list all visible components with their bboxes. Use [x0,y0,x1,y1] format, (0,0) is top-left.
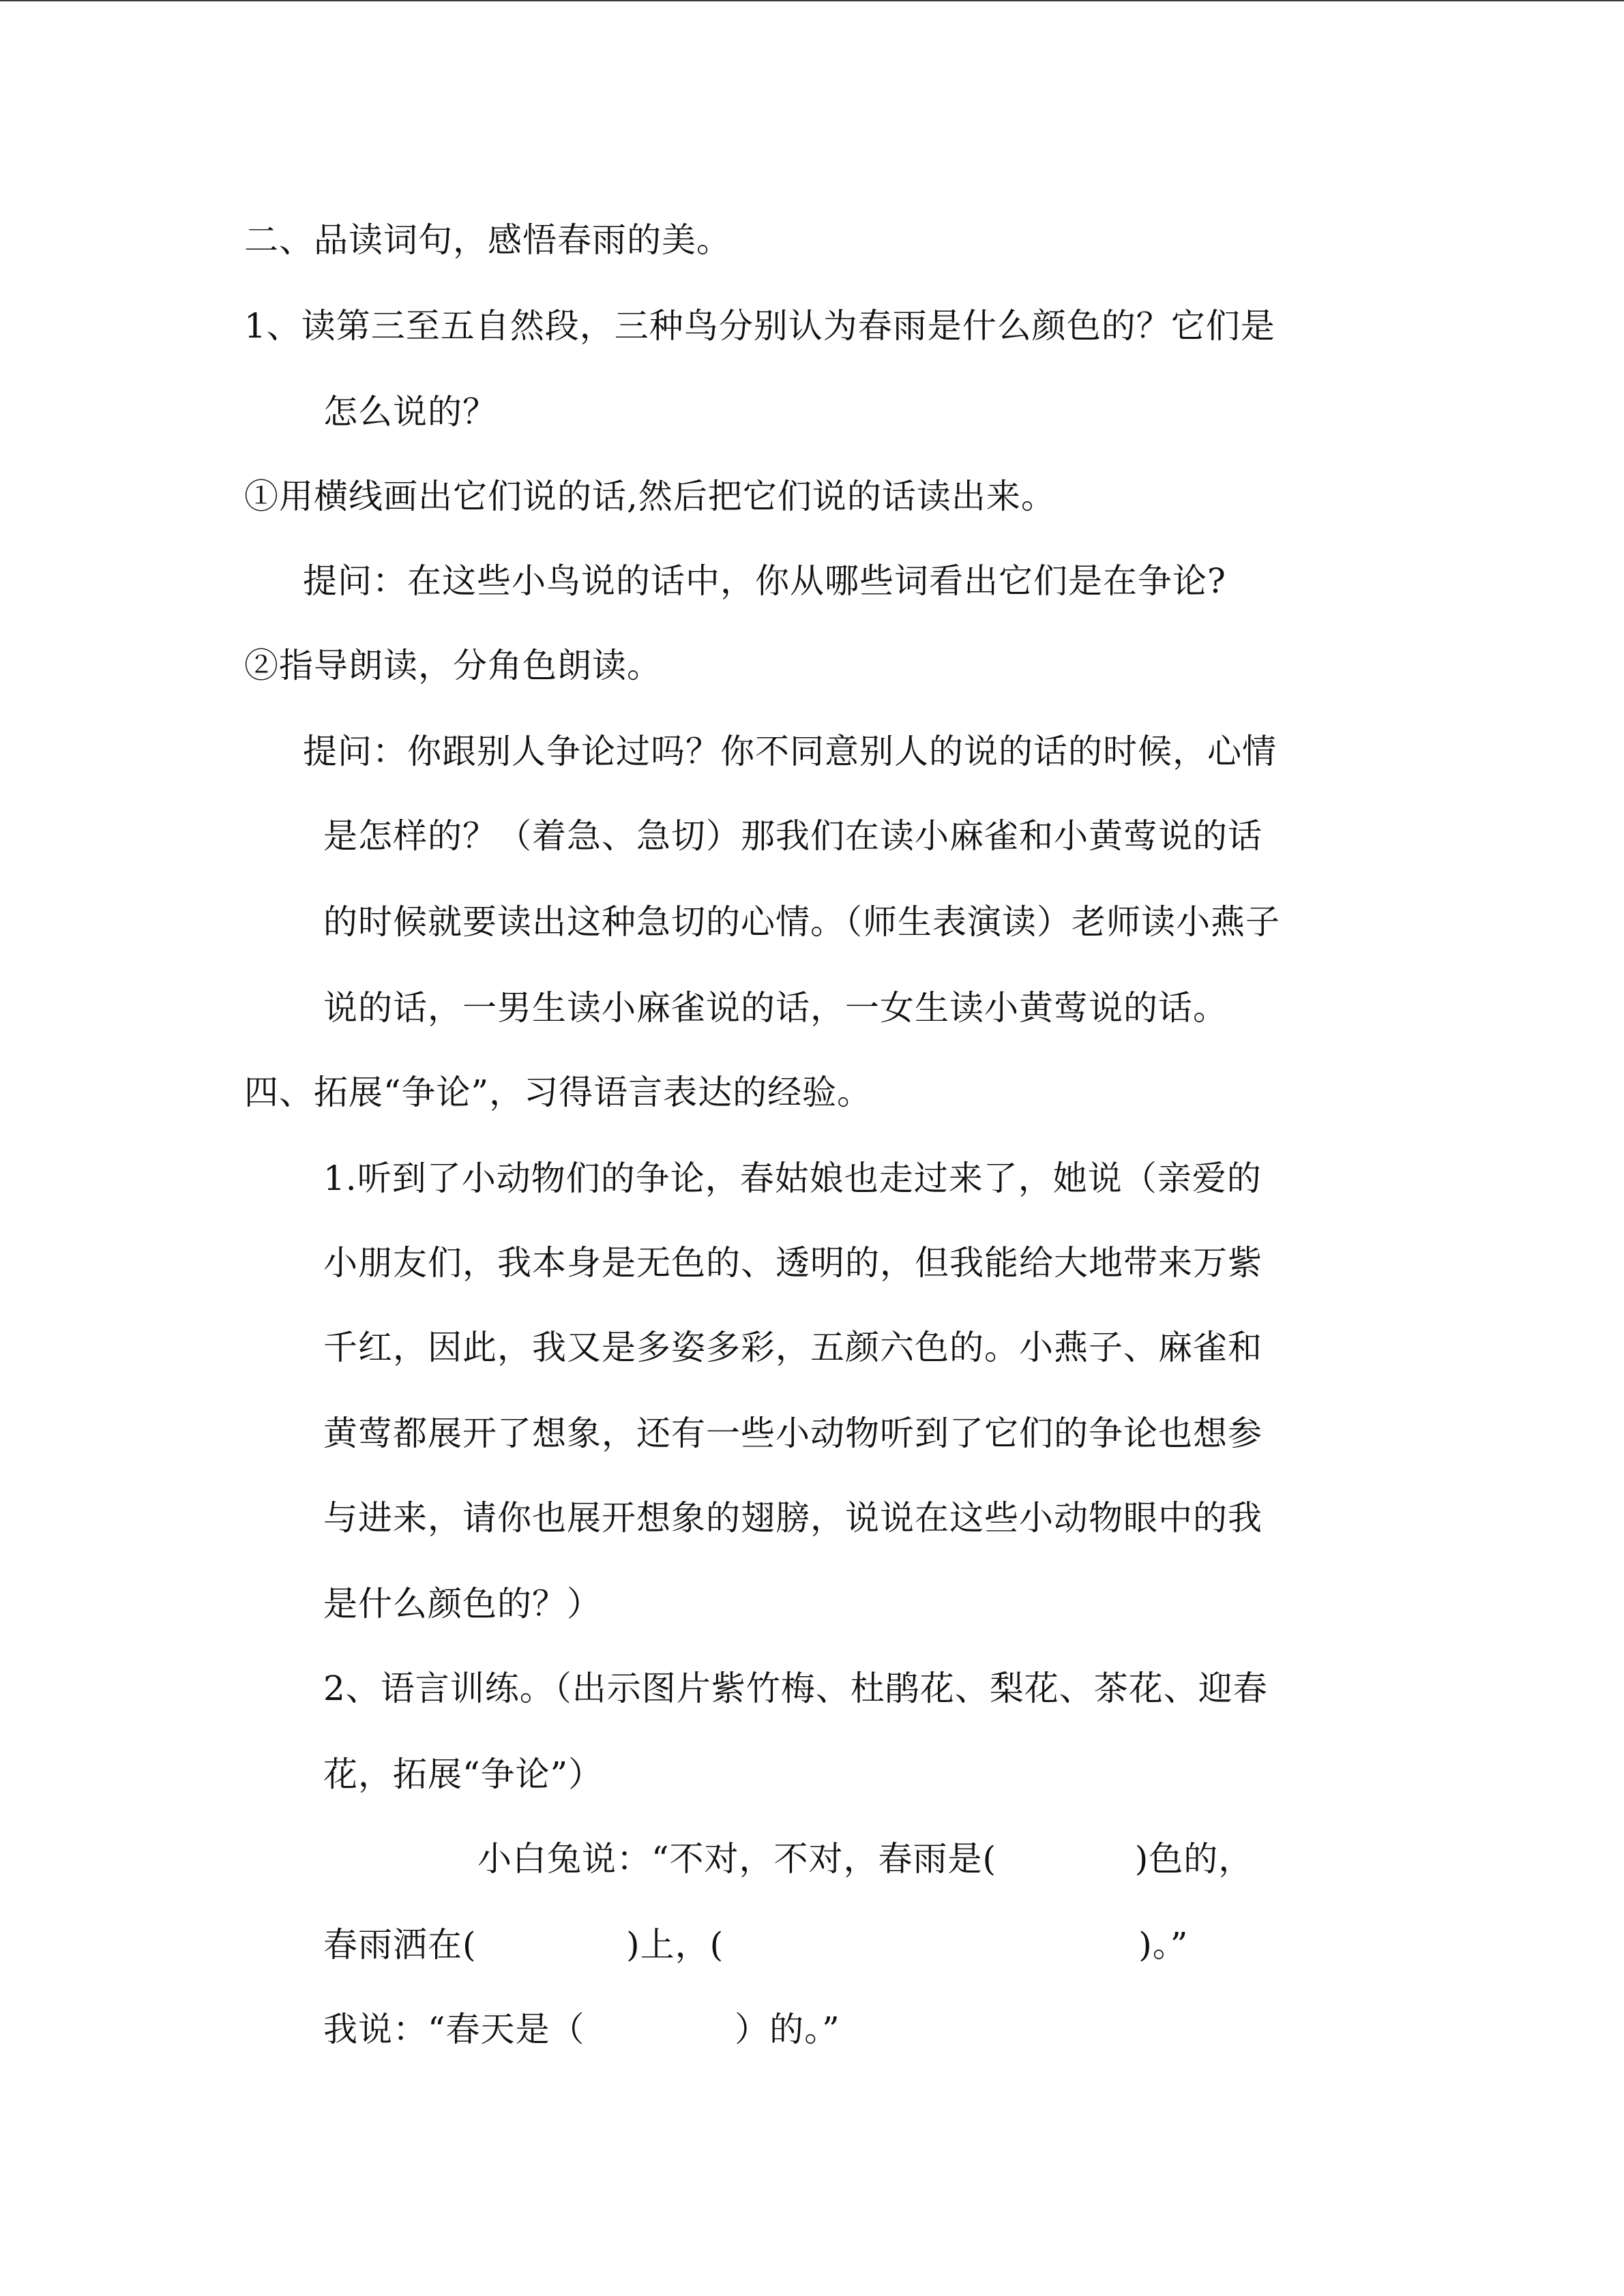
question-1-line-1: 1、读第三至五自然段，三种鸟分别认为春雨是什么颜色的？它们是 [244,306,1275,346]
section-heading-2: 二、品读词句，感悟春雨的美。 [244,220,731,260]
prompt-2-line-1: 提问：你跟别人争论过吗？你不同意别人的说的话的时候，心情 [303,732,1277,771]
prompt-1-text: 提问：在这些小鸟说的话中，你从哪些词看出它们是在争论? [303,561,1226,601]
fill-in-rabbit-line: 小白兔说：“不对，不对，春雨是( )色的， [477,1839,1254,1879]
prompt-2-line-2: 是怎样的？（着急、急切）那我们在读小麻雀和小黄莺说的话 [323,816,1263,856]
extension-2-line-1: 2、语言训练。（出示图片紫竹梅、杜鹃花、梨花、茶花、迎春 [323,1669,1268,1708]
extension-1-line-5: 与进来，请你也展开想象的翅膀，说说在这些小动物眼中的我 [323,1498,1263,1538]
extension-1-line-2: 小朋友们，我本身是无色的、透明的，但我能给大地带来万紫 [323,1243,1263,1283]
extension-1-line-4: 黄莺都展开了想象，还有一些小动物听到了它们的争论也想参 [323,1414,1263,1453]
extension-2-line-2: 花，拓展“争论”） [323,1755,604,1794]
extension-1-line-3: 千红，因此，我又是多姿多彩，五颜六色的。小燕子、麻雀和 [323,1328,1263,1367]
extension-1-line-6: 是什么颜色的？） [323,1584,602,1624]
extension-1-line-1: 1.听到了小动物们的争论，春姑娘也走过来了，她说（亲爱的 [323,1159,1262,1198]
question-1-line-2: 怎么说的？ [323,392,497,432]
step-1-text: ①用横线画出它们说的话,然后把它们说的话读出来。 [244,477,1056,516]
section-heading-4: 四、拓展“争论”，习得语言表达的经验。 [244,1073,872,1112]
fill-in-spring-line: 我说：“春天是（ ）的。” [323,2010,840,2049]
step-2-text: ②指导朗读，分角色朗读。 [244,646,662,685]
prompt-2-line-4: 说的话，一男生读小麻雀说的话，一女生读小黄莺说的话。 [323,988,1228,1028]
prompt-2-line-3: 的时候就要读出这种急切的心情。（师生表演读）老师读小燕子 [323,902,1280,942]
fill-in-rain-line: 春雨洒在( )上，( )。” [323,1925,1189,1965]
